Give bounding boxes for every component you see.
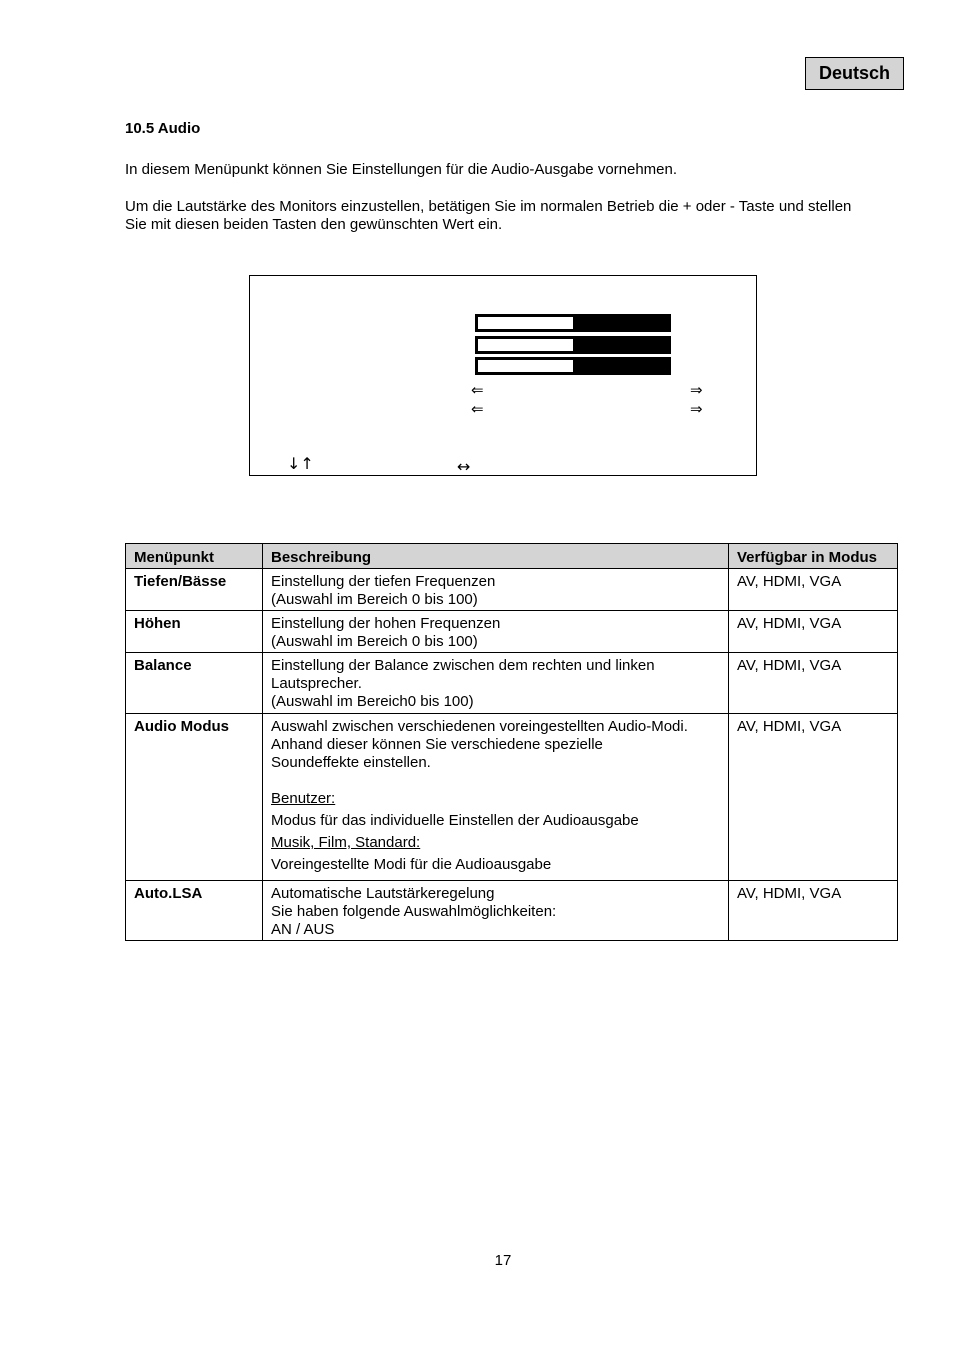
sub-text: Voreingestellte Modi für die Audioausgabe: [271, 856, 552, 873]
header-modus: Verfügbar in Modus: [729, 544, 898, 569]
desc-line: Einstellung der tiefen Frequenzen: [271, 573, 496, 590]
arrow-up-down-icon: ↓↑: [287, 454, 314, 473]
row-item: Tiefen/Bässe: [126, 569, 263, 611]
row-item: Höhen: [126, 611, 263, 653]
page-number: 17: [494, 1252, 512, 1269]
desc-line: Sie haben folgende Auswahlmöglichkeiten:: [271, 903, 557, 920]
sub-text: Modus für das individuelle Einstellen der Audioausgabe: [271, 812, 639, 829]
intro-paragraph: In diesem Menüpunkt können Sie Einstellungen für die Audio-Ausgabe vornehmen.: [125, 161, 678, 178]
table-row: [126, 653, 898, 714]
arrow-left-icon: ⇐: [471, 400, 484, 418]
osd-level-bar: [475, 357, 671, 375]
table-row: [126, 611, 898, 653]
sub-heading: Musik, Film, Standard:: [271, 834, 421, 851]
arrow-right-icon: ⇒: [690, 400, 703, 418]
row-description: [263, 569, 729, 611]
row-description: [263, 653, 729, 714]
row-mode: AV, HDMI, VGA: [729, 714, 898, 881]
osd-audio-menu-figure: [249, 275, 757, 476]
sub-heading: Benutzer:: [271, 790, 336, 807]
osd-level-fill: [478, 317, 573, 329]
desc-line: (Auswahl im Bereich 0 bis 100): [271, 591, 478, 608]
row-description: [263, 714, 729, 881]
row-mode: AV, HDMI, VGA: [729, 611, 898, 653]
table-row: [126, 569, 898, 611]
spacer: [271, 772, 720, 790]
table-row: [126, 714, 898, 881]
desc-line: Lautsprecher.: [271, 675, 362, 692]
section-title: 10.5 Audio: [125, 120, 201, 137]
row-mode: AV, HDMI, VGA: [729, 653, 898, 714]
desc-line: Auswahl zwischen verschiedenen voreingestellten Audio-Modi.: [271, 718, 688, 735]
row-item: Auto.LSA: [126, 881, 263, 941]
osd-level-bar: [475, 336, 671, 354]
desc-line: Einstellung der hohen Frequenzen: [271, 615, 501, 632]
row-mode: AV, HDMI, VGA: [729, 569, 898, 611]
desc-line: Soundeffekte einstellen.: [271, 754, 431, 771]
header-beschreibung: Beschreibung: [263, 544, 729, 569]
desc-line: (Auswahl im Bereich 0 bis 100): [271, 633, 478, 650]
desc-line: Einstellung der Balance zwischen dem rechten und linken: [271, 657, 655, 674]
desc-line: AN / AUS: [271, 921, 335, 938]
osd-level-bar: [475, 314, 671, 332]
desc-line: (Auswahl im Bereich0 bis 100): [271, 693, 474, 710]
arrow-left-right-icon: ↔: [457, 457, 471, 476]
language-badge: Deutsch: [805, 57, 904, 90]
arrow-left-icon: ⇐: [471, 381, 484, 399]
header-menupunkt: Menüpunkt: [126, 544, 263, 569]
row-mode: AV, HDMI, VGA: [729, 881, 898, 941]
volume-paragraph: Um die Lautstärke des Monitors einzustellen, betätigen Sie im normalen Betrieb die + oder - Taste und stellen Sie mit diesen beiden Tasten den gewünschten Wert ein.: [125, 198, 852, 233]
desc-line: Automatische Lautstärkeregelung: [271, 885, 495, 902]
row-item: Audio Modus: [126, 714, 263, 881]
row-item: Balance: [126, 653, 263, 714]
arrow-right-icon: ⇒: [690, 381, 703, 399]
table-row: [126, 881, 898, 941]
audio-menu-table: [125, 543, 898, 941]
row-description: [263, 611, 729, 653]
osd-level-fill: [478, 339, 573, 351]
table-header-row: [126, 544, 898, 569]
desc-line: Anhand dieser können Sie verschiedene spezielle: [271, 736, 603, 753]
osd-level-fill: [478, 360, 573, 372]
row-description: [263, 881, 729, 941]
